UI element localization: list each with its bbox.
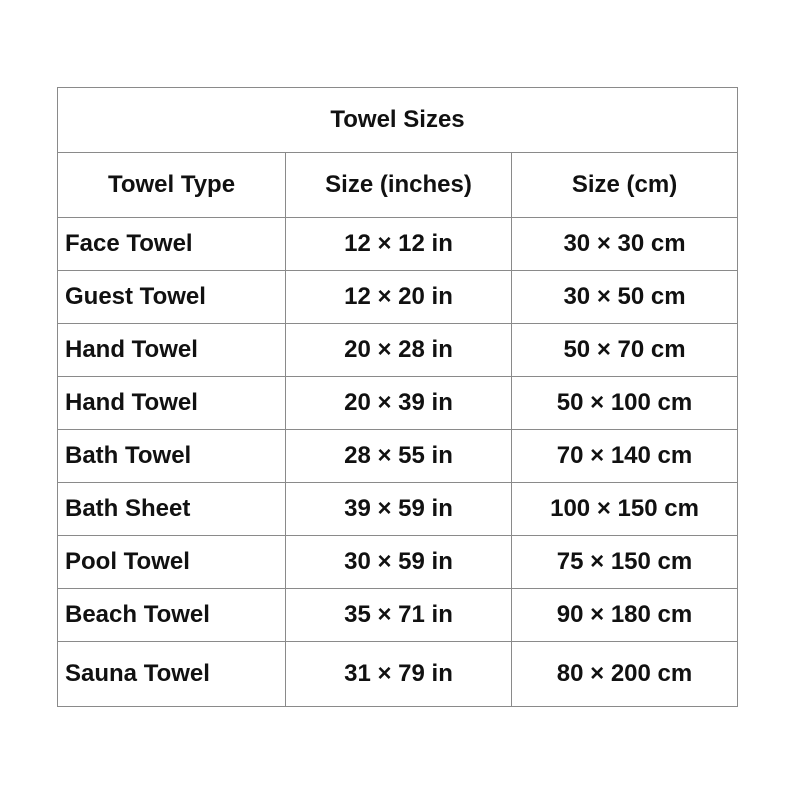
size-cm-cell: 50 × 70 cm <box>512 324 738 377</box>
table-row <box>58 218 738 271</box>
table-row <box>58 483 738 536</box>
towel-type-cell: Bath Towel <box>58 430 286 483</box>
column-header-size-cm: Size (cm) <box>512 153 738 218</box>
towel-type-cell: Beach Towel <box>58 589 286 642</box>
towel-type-cell: Pool Towel <box>58 536 286 589</box>
towel-type-cell: Bath Sheet <box>58 483 286 536</box>
towel-type-cell: Hand Towel <box>58 377 286 430</box>
table-header-row <box>58 153 738 218</box>
size-inches-cell: 30 × 59 in <box>286 536 512 589</box>
table-row <box>58 642 738 707</box>
size-cm-cell: 90 × 180 cm <box>512 589 738 642</box>
size-inches-cell: 39 × 59 in <box>286 483 512 536</box>
size-cm-cell: 75 × 150 cm <box>512 536 738 589</box>
size-inches-cell: 28 × 55 in <box>286 430 512 483</box>
towel-type-cell: Hand Towel <box>58 324 286 377</box>
towel-type-cell: Sauna Towel <box>58 642 286 707</box>
size-inches-cell: 35 × 71 in <box>286 589 512 642</box>
size-cm-cell: 50 × 100 cm <box>512 377 738 430</box>
size-inches-cell: 20 × 28 in <box>286 324 512 377</box>
column-header-size-inches: Size (inches) <box>286 153 512 218</box>
table-row <box>58 377 738 430</box>
table-row <box>58 589 738 642</box>
size-cm-cell: 30 × 50 cm <box>512 271 738 324</box>
column-header-towel-type: Towel Type <box>58 153 286 218</box>
towel-type-cell: Guest Towel <box>58 271 286 324</box>
table-title: Towel Sizes <box>58 88 738 153</box>
table-row <box>58 271 738 324</box>
size-inches-cell: 12 × 20 in <box>286 271 512 324</box>
size-inches-cell: 31 × 79 in <box>286 642 512 707</box>
size-inches-cell: 20 × 39 in <box>286 377 512 430</box>
size-cm-cell: 100 × 150 cm <box>512 483 738 536</box>
size-cm-cell: 80 × 200 cm <box>512 642 738 707</box>
table-row <box>58 430 738 483</box>
towel-type-cell: Face Towel <box>58 218 286 271</box>
size-inches-cell: 12 × 12 in <box>286 218 512 271</box>
size-cm-cell: 70 × 140 cm <box>512 430 738 483</box>
size-cm-cell: 30 × 30 cm <box>512 218 738 271</box>
towel-size-table <box>57 87 738 707</box>
table-row <box>58 536 738 589</box>
table-title-row <box>58 88 738 153</box>
table-row <box>58 324 738 377</box>
